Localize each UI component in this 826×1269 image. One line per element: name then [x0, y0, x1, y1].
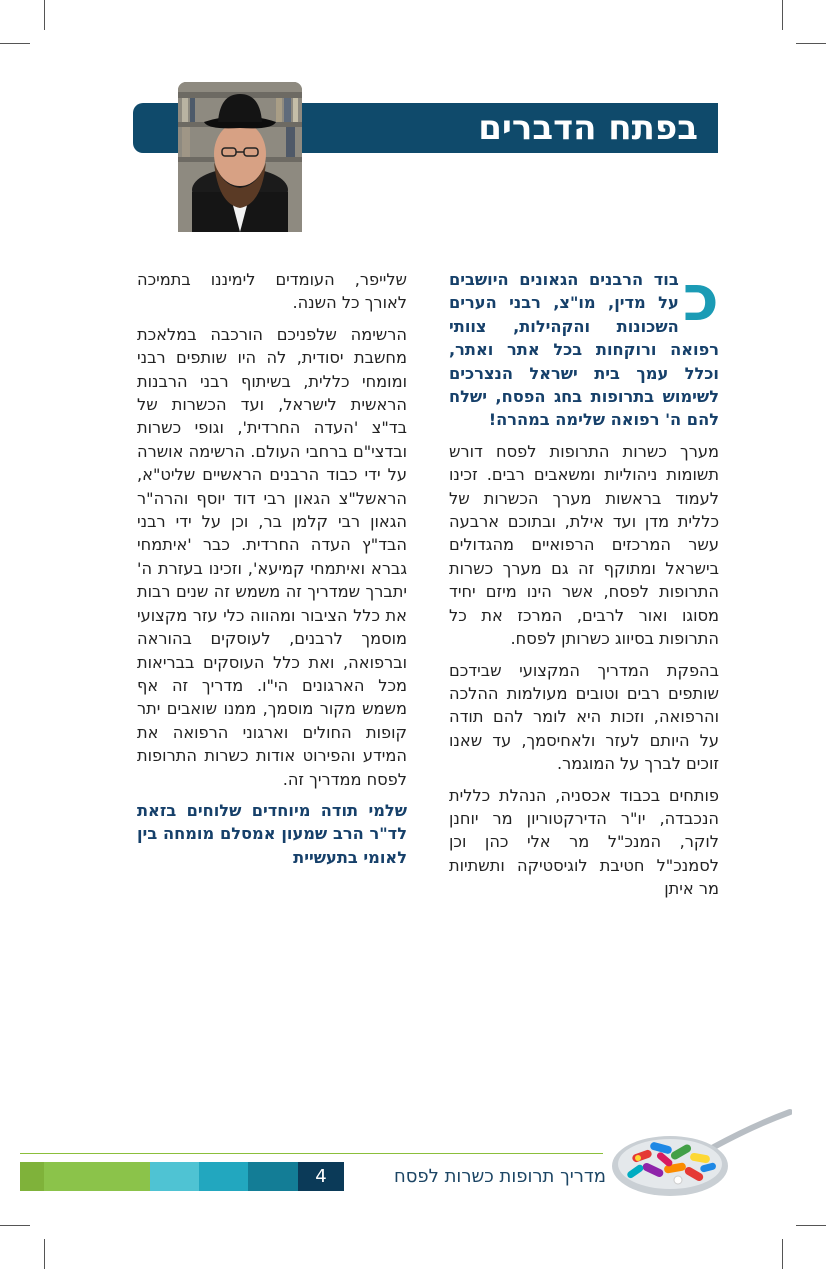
- paragraph: הרשימה שלפניכם הורכבה במלאכת מחשבת יסודית, לה היו שותפים רבני ומומחי כללית, בשיתוף רבני הרבנות הראשית לישראל, ועד הכשרות של בד"צ 'העדה החרדית', וגופי כשרות ובדצי"ם ברחבי העולם. הרשימה אושרה על ידי כבוד הרבנים הראשיים שליט"א, הראשל"צ הגאון רבי דוד יוסף והרה"ר הגאון רבי קלמן בר, וכן על ידי רבני הבד"ץ העדה החרדית. כבר 'איתמחי גברא ואיתמחי קמיעא', וזכינו בעזרת ה' יתברך שמדריך זה משמש זה שנים רבות את כלל הציבור ומהווה כלי עזר מקצועי מוסמך לרבנים, לעוסקים בהוראה וברפואה, ואת כלל העוסקים בבריאות מכל הארגונים הי"ו. מדריך זה אף משמש מקור מוסמך, ממנו שואבים יתר קופות החולים וארגוני הרפואה את המידע והפירוט אודות כשרות התרופות לפסח ממדריך זה.: [137, 324, 407, 789]
- footer-divider: [20, 1153, 603, 1154]
- drop-cap: כ: [682, 262, 719, 336]
- crop-mark: [796, 1225, 826, 1226]
- article-column-right: [449, 262, 719, 909]
- article-column-left: [137, 268, 407, 877]
- footer-color-bar: [150, 1162, 199, 1191]
- pill-spoon-icon: [612, 1108, 792, 1200]
- crop-mark: [44, 1239, 45, 1269]
- paragraph: פותחים בכבוד אכסניה, הנהלת כללית הנכבדה, יו"ר הדירקטוריון מר יוחנן לוקר, המנכ"ל מר אלי כהן וכן לסמנכ"ל חטיבת לוגיסטיקה ותשתיות מר איתן: [449, 785, 719, 899]
- crop-mark: [0, 43, 30, 44]
- rabbi-portrait-icon: [178, 82, 302, 232]
- paragraph: מערך כשרות התרופות לפסח דורש תשומות ניהוליות ומשאבים רבים. זכינו לעמוד בראשות מערך הכשרות של כללית מדן ועד אילת, ובתוכם ארבעה עשר המרכזים הרפואיים מהגדולים בישראל ומתוקף זה גם מערך כשרות התרופות לפסח, אשר הינו מיזם יחיד מסוגו ואור לרבים, המרכז את כל התרופות בסיווג כשרותן לפסח.: [449, 441, 719, 649]
- footer-color-bar: [20, 1162, 44, 1191]
- intro-text: בוד הרבנים הגאונים היושבים על מדין, מו"צ, רבני הערים השכונות והקהילות, צוותי רפואה ורוקחות בכל אתר ואתר, וכלל עמך בית ישראל הנצרכים לשימוש בתרופות בחג הפסח, ישלח להם ה' רפואה שלימה במהרה!: [449, 270, 719, 430]
- crop-mark: [782, 1239, 783, 1269]
- footer-title: מדריך תרופות כשרות לפסח: [393, 1166, 606, 1187]
- crop-mark: [0, 1225, 30, 1226]
- paragraph: שלייפר, העומדים לימיננו בתמיכה לאורך כל השנה.: [137, 270, 407, 313]
- page-number: 4: [298, 1162, 344, 1191]
- intro-paragraph: [449, 262, 719, 432]
- paragraph: בהפקת המדריך המקצועי שבידכם שותפים רבים וטובים מעולמות ההלכה והרפואה, וזכות היא לומר להם תודה על היותם לעזר ולאחיסמך, עד שאנו זוכים לברך על המוגמר.: [449, 660, 719, 774]
- thanks-paragraph: שלמי תודה מיוחדים שלוחים בזאת לד"ר הרב שמעון אמסלם מומחה בין לאומי בתעשיית: [137, 800, 407, 867]
- crop-mark: [796, 43, 826, 44]
- crop-mark: [44, 0, 45, 30]
- portrait-photo: [178, 82, 302, 232]
- page-title: בפתח הדברים: [478, 108, 698, 148]
- footer-color-bar: [248, 1162, 298, 1191]
- crop-mark: [782, 0, 783, 30]
- footer-color-bar: [199, 1162, 248, 1191]
